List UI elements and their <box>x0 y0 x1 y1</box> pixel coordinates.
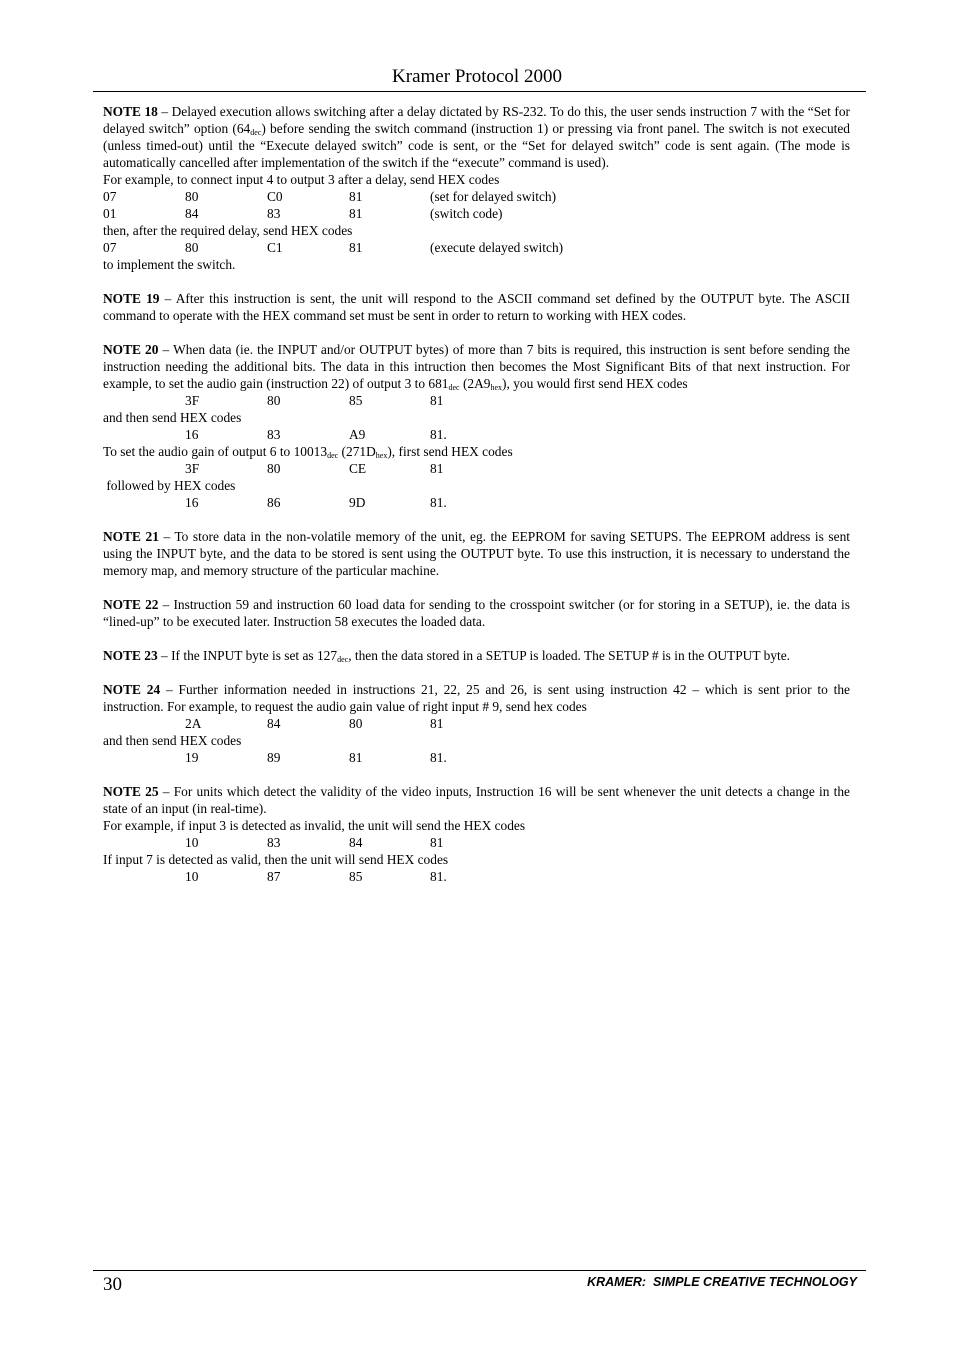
hex-code-row: 01 84 83 81 (switch code) <box>103 206 503 221</box>
note-20: NOTE 20 – When data (ie. the INPUT and/or OUTPUT bytes) of more than 7 bits is required, this instruction is sent before sending the instruction needing the additional bits. The data in this intruction then becomes the Most Significant Bits of that next instruction. For example, to set the audio gain (instruction 22) of output 3 to $681_{dec}$ $(2A9_{hex})$, you would first send HEX codes <box>103 342 851 392</box>
hex-code-row: 3F 80 85 81 <box>185 393 444 408</box>
note-label: NOTE 19 <box>103 291 160 306</box>
note-18: NOTE 18 – Delayed execution allows switching after a delay dictated by RS-232. To do this, the user sends instruction 7 with the “Set for delayed switch” option $(64_{dec})$ before sending the switch command (instruction 1) or pressing via front panel. The switch is not executed (unless timed-out) until the “Execute delayed switch” code is sent, or the “Set for delayed switch” code is sent again. (The mode is automatically cancelled after implementation of the switch if the “execute” command is used). <box>103 104 851 170</box>
page-header-title: Kramer Protocol 2000 <box>392 66 562 87</box>
hex-code-row: 07 80 C1 81 (execute delayed switch) <box>103 240 564 255</box>
note-21: NOTE 21 – To store data in the non-volatile memory of the unit, eg. the EEPROM for saving SETUPS. The EEPROM address is sent using the INPUT byte, and the data to be stored is sent using the OUTPUT byte. To use this instruction, it is necessary to understand the memory map, and memory structure of the particular machine. <box>103 529 850 578</box>
note-25: NOTE 25 – For units which detect the validity of the video inputs, Instruction 16 will be sent whenever the unit detects a change in the state of an input (in real-time). <box>103 784 850 816</box>
note-label: NOTE 20 <box>103 342 159 357</box>
hex-code-row: 3F 80 CE 81 <box>185 461 444 476</box>
text-line: For example, to connect input 4 to output 3 after a delay, send HEX codes <box>103 172 500 187</box>
hex-code-row: 07 80 C0 81 (set for delayed switch) <box>103 189 557 204</box>
text-line: If input 7 is detected as valid, then the unit will send HEX codes <box>103 852 449 867</box>
note-label: NOTE 24 <box>103 682 161 697</box>
hex-code-row: 2A 84 80 81 <box>185 716 444 731</box>
text-line: to implement the switch. <box>103 257 236 272</box>
hex-code-row: 16 83 A9 81. <box>185 427 447 442</box>
note-label: NOTE 25 <box>103 784 159 799</box>
note-label: NOTE 21 <box>103 529 159 544</box>
note-label: NOTE 18 <box>103 104 158 119</box>
document-body <box>103 103 850 885</box>
hex-code-row: 19 89 81 81. <box>185 750 447 765</box>
text-line: For example, if input 3 is detected as invalid, the unit will send the HEX codes <box>103 818 526 833</box>
note-label: NOTE 22 <box>103 597 159 612</box>
text-line: then, after the required delay, send HEX codes <box>103 223 353 238</box>
note-23: NOTE 23 – If the INPUT byte is set as $127_{dec}$, then the data stored in a SETUP is loaded. The SETUP # is in the OUTPUT byte. <box>103 648 791 664</box>
note-24: NOTE 24 – Further information needed in instructions 21, 22, 25 and 26, is sent using instruction 42 – which is sent prior to the instruction. For example, to request the audio gain value of right input # 9, send hex codes <box>103 682 850 714</box>
footer-brand: KRAMER: SIMPLE CREATIVE TECHNOLOGY <box>587 1275 857 1289</box>
hex-code-row: 10 87 85 81. <box>185 869 447 884</box>
hex-code-row: 10 83 84 81 <box>185 835 444 850</box>
text-line: and then send HEX codes <box>103 733 242 748</box>
note-19: NOTE 19 – After this instruction is sent, the unit will respond to the ASCII command set defined by the OUTPUT byte. The ASCII command to operate with the HEX command set must be sent in order to return to working with HEX codes. <box>103 291 850 323</box>
hex-code-row: 16 86 9D 81. <box>185 495 447 510</box>
page-number: 30 <box>103 1274 122 1295</box>
header-divider <box>93 91 866 92</box>
footer-divider <box>93 1270 866 1271</box>
text-line: To set the audio gain of output 6 to $10013_{dec}$ $(271D_{hex})$, first send HEX codes <box>103 444 513 460</box>
note-22: NOTE 22 – Instruction 59 and instruction 60 load data for sending to the crosspoint switcher (or for storing in a SETUP), ie. the data is “lined-up” to be executed later. Instruction 58 executes the loaded data. <box>103 597 850 629</box>
note-label: NOTE 23 <box>103 648 158 663</box>
text-line: followed by HEX codes <box>103 478 236 493</box>
text-line: and then send HEX codes <box>103 410 242 425</box>
